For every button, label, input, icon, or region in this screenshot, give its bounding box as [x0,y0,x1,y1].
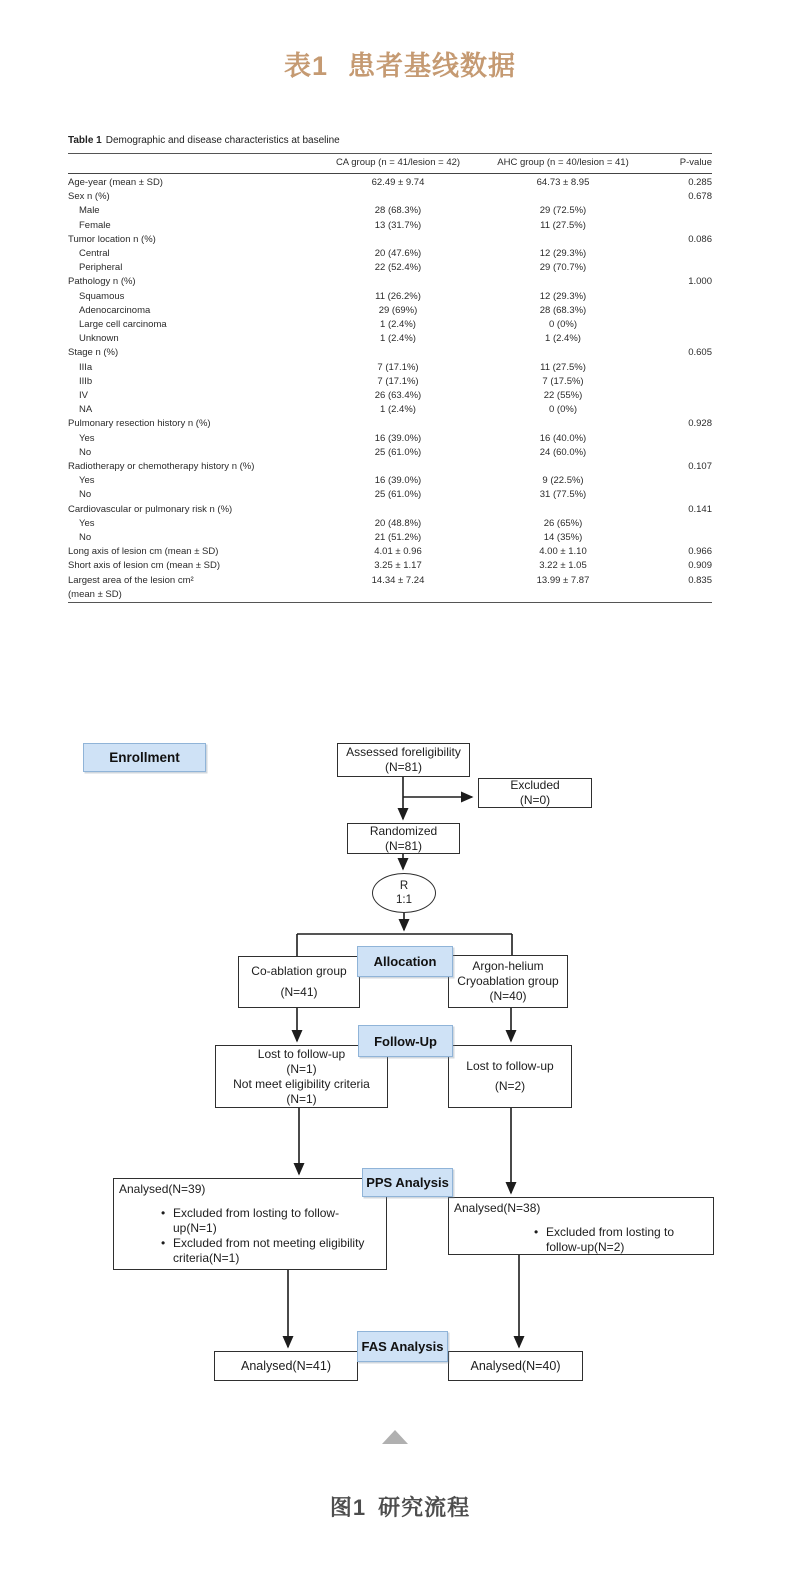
ca-group-value: 20 (47.6%) [374,248,422,260]
table-title-text: 患者基线数据 [348,51,517,81]
ca-group-value: 25 (61.0%) [374,446,422,458]
pps-right-bullet-1: • Excluded from losting to follow-up(N=2) [534,1225,708,1255]
ahc-group-value: 26 (65%) [543,517,583,529]
table-row [68,503,712,517]
randomized-line1: Randomized [369,823,438,838]
p-value: 0.605 [688,347,712,359]
randomized-line2: (N=81) [384,838,422,853]
ca-group-value: 20 (48.8%) [374,517,422,529]
lost-left-line2: (N=1) [286,1061,317,1076]
fas-analysed-left-box: Analysed(N=41) [214,1351,358,1381]
row-label: Yes [79,475,95,487]
ca-group-value [318,503,478,517]
row-label: Radiotherapy or chemotherapy history n (%) [68,461,255,473]
table-row [68,559,712,573]
ca-group-value: 16 (39.0%) [374,432,422,444]
ca-group-value: 62.49 ± 9.74 [371,177,425,188]
row-label: No [79,532,92,544]
table-row [68,332,712,346]
ca-group-value [318,460,478,474]
p-value [648,531,712,545]
followup-stage-label: Follow-Up [358,1025,453,1057]
table-header [68,154,712,174]
ahc-group-value: 9 (22.5%) [542,475,584,487]
ca-group-value: 1 (2.4%) [380,333,416,345]
ahc-group-value: 12 (29.3%) [539,248,587,260]
lost-left-line1: Lost to follow-up [257,1046,346,1061]
row-label: No [79,489,92,501]
table-row [68,574,712,603]
table-title-prefix: 表1 [283,51,329,81]
p-value [648,389,712,403]
ca-group-value: 26 (63.4%) [374,390,422,402]
pps-left-bullet-1: • Excluded from losting to follow-up(N=1) [161,1206,377,1236]
ahc-group-value: 11 (27.5%) [540,361,586,373]
row-label: Unknown [79,333,119,345]
ahc-group-box [448,955,568,1008]
ca-group-value: 1 (2.4%) [380,319,416,331]
assessed-line2: (N=81) [384,760,422,774]
ahc-group-value: 3.22 ± 1.05 [539,560,587,572]
p-value: 0.107 [688,461,712,473]
row-label: Tumor location n (%) [68,233,156,245]
p-value: 0.928 [688,418,712,430]
table-row [68,446,712,460]
row-label: Squamous [79,290,125,302]
ca-group-value: 4.01 ± 0.96 [374,546,422,558]
ca-group-value: 29 (69%) [378,304,418,316]
ca-group-value: 1 (2.4%) [380,404,416,416]
row-label: Female [79,219,111,231]
table-row [68,545,712,559]
row-label: Long axis of lesion cm (mean ± SD) [68,546,219,558]
ca-group-value: 21 (51.2%) [374,532,422,544]
excluded-line2: (N=0) [519,793,551,807]
table-row [68,517,712,531]
p-value [648,332,712,346]
p-value [648,375,712,389]
row-label: Short axis of lesion cm (mean ± SD) [68,560,220,572]
ahc-group-value: 12 (29.3%) [539,290,587,302]
pps-stage-label: PPS Analysis [362,1168,453,1197]
fas-analysed-right-box: Analysed(N=40) [448,1351,583,1381]
p-value [648,304,712,318]
p-value: 0.835 [688,574,712,586]
ahc-group-value: 0 (0%) [549,404,577,416]
ca-group-value: 13 (31.7%) [374,219,422,231]
baseline-table [68,135,712,603]
p-value: 0.966 [688,546,712,558]
lost-followup-right-box [448,1045,572,1108]
ca-group-value: 28 (68.3%) [374,205,422,217]
r-node-line1: R [399,880,409,892]
pps-left-bullet-2: • Excluded from not meeting eligibility criteria(N=1) [161,1236,377,1266]
header-p-value: P-value [648,154,712,174]
table-row [68,403,712,417]
header-ahc-group: AHC group (n = 40/lesion = 41) [478,154,648,174]
assessed-eligibility-box [337,743,470,777]
ahc-group-line2: Cryoablation group [457,974,559,988]
p-value [648,247,712,261]
table-row [68,174,712,191]
table-row [68,460,712,474]
ahc-group-value: 28 (68.3%) [539,304,587,316]
p-value [648,361,712,375]
ahc-group-value [478,275,648,289]
p-value: 0.086 [688,233,712,245]
ca-group-value: 7 (17.1%) [377,361,419,373]
p-value: 1.000 [688,276,712,288]
co-ablation-line2: (N=41) [280,985,318,1000]
row-label: Largest area of the lesion cm² (mean ± SD) [68,574,194,600]
row-label: NA [79,404,93,416]
row-label: Central [79,248,110,260]
ca-group-value [318,346,478,360]
row-label: Stage n (%) [68,347,119,359]
ahc-group-value: 0 (0%) [549,319,577,331]
table-row [68,432,712,446]
p-value: 0.678 [688,191,712,203]
table-row [68,318,712,332]
row-label: No [79,446,92,458]
p-value [648,318,712,332]
co-ablation-group-box [238,956,360,1008]
table-row [68,346,712,360]
p-value [648,517,712,531]
ca-group-value: 16 (39.0%) [374,475,422,487]
row-label: Pathology n (%) [68,276,136,288]
row-label: Cardiovascular or pulmonary risk n (%) [68,503,233,515]
ca-group-value [318,417,478,431]
p-value [648,261,712,275]
randomization-ratio-node [372,873,436,913]
pps-analysed-left-box [113,1178,387,1270]
ca-group-value: 14.34 ± 7.24 [371,574,425,586]
header-empty [68,154,318,174]
table-header-row [68,154,712,174]
ahc-group-line1: Argon-helium [472,959,544,973]
table-row [68,275,712,289]
ca-group-value: 11 (26.2%) [375,290,421,302]
ahc-group-value: 4.00 ± 1.10 [539,546,587,558]
collapse-triangle-icon[interactable] [382,1430,408,1444]
row-label: Peripheral [79,262,123,274]
ahc-group-value: 14 (35%) [543,532,583,544]
table-row [68,290,712,304]
r-node-line2: 1:1 [396,894,412,906]
lost-right-line1: Lost to follow-up [466,1059,554,1073]
p-value [648,474,712,488]
row-label: Large cell carcinoma [79,319,167,331]
table-row [68,247,712,261]
ahc-group-value [478,460,648,474]
figure-caption-text: 研究流程 [378,1495,471,1520]
ca-group-value: 7 (17.1%) [377,375,419,387]
ca-group-value: 22 (52.4%) [374,262,422,274]
table-caption [68,135,712,146]
ahc-group-value: 31 (77.5%) [539,489,587,501]
fas-stage-label: FAS Analysis [357,1331,448,1362]
table-caption-number: Table 1 [68,135,102,146]
ahc-group-value: 7 (17.5%) [542,375,584,387]
ca-group-value [318,190,478,204]
lost-right-line2: (N=2) [494,1079,526,1093]
table-body [68,174,712,603]
table-row [68,375,712,389]
ahc-group-value [478,190,648,204]
ahc-group-value: 11 (27.5%) [540,219,586,231]
p-value [648,446,712,460]
ahc-group-value: 1 (2.4%) [545,333,581,345]
row-label: Adenocarcinoma [79,304,151,316]
p-value: 0.909 [688,560,712,572]
ahc-group-value: 16 (40.0%) [539,432,587,444]
table-row [68,531,712,545]
ahc-group-value [478,417,648,431]
p-value: 0.285 [688,177,712,188]
table-row [68,204,712,218]
p-value [648,219,712,233]
figure-caption-prefix: 图1 [329,1495,367,1520]
table-row [68,219,712,233]
row-label: Yes [79,432,95,444]
ahc-group-value: 64.73 ± 8.95 [536,177,590,188]
pps-left-bullets [161,1206,377,1266]
row-label: IIIb [79,375,93,387]
ahc-group-value: 29 (72.5%) [539,205,587,217]
ahc-group-value: 13.99 ± 7.87 [536,574,590,586]
table-row [68,361,712,375]
ahc-group-value: 22 (55%) [543,390,583,402]
table-row [68,417,712,431]
ahc-group-line3: (N=40) [489,989,527,1003]
ca-group-value: 25 (61.0%) [374,489,422,501]
table-row [68,261,712,275]
p-value [648,432,712,446]
ahc-group-value [478,346,648,360]
ahc-group-value: 24 (60.0%) [539,446,587,458]
header-ca-group: CA group (n = 41/lesion = 42) [318,154,478,174]
excluded-box [478,778,592,808]
figure-caption-cn [0,1491,800,1522]
table-row [68,233,712,247]
ca-group-value: 3.25 ± 1.17 [374,560,422,572]
row-label: IIIa [79,361,93,373]
row-label: IV [79,390,88,402]
table-caption-text: Demographic and disease characteristics at baseline [105,135,340,146]
p-value [648,488,712,502]
ahc-group-value: 29 (70.7%) [539,262,587,274]
pps-left-title: Analysed(N=39) [119,1182,206,1196]
p-value [648,290,712,304]
row-label: Age-year (mean ± SD) [68,177,163,188]
ca-group-value [318,275,478,289]
row-label: Male [79,205,100,217]
ahc-group-value [478,233,648,247]
row-label: Yes [79,517,95,529]
table-row [68,190,712,204]
table-row [68,304,712,318]
p-value: 0.141 [688,503,712,515]
table-row [68,389,712,403]
pps-right-title: Analysed(N=38) [454,1201,541,1215]
lost-left-line4: (N=1) [286,1091,317,1106]
enrollment-stage-label: Enrollment [83,743,206,772]
randomized-box [347,823,460,854]
p-value [648,204,712,218]
excluded-line1: Excluded [510,778,560,792]
table-row [68,488,712,502]
co-ablation-line1: Co-ablation group [251,963,347,978]
table-row [68,474,712,488]
lost-left-line3: Not meet eligibility criteria [233,1076,370,1091]
ca-group-value [318,233,478,247]
p-value [648,403,712,417]
demographics-table [68,153,712,603]
table-title-cn [0,44,800,83]
ahc-group-value [478,503,648,517]
pps-right-bullets [534,1225,708,1255]
assessed-line1: Assessed foreligibility [346,745,461,759]
row-label: Pulmonary resection history n (%) [68,418,211,430]
consort-flowchart [0,710,800,1400]
row-label: Sex n (%) [68,191,110,203]
allocation-stage-label: Allocation [357,946,453,977]
pps-analysed-right-box [448,1197,714,1255]
